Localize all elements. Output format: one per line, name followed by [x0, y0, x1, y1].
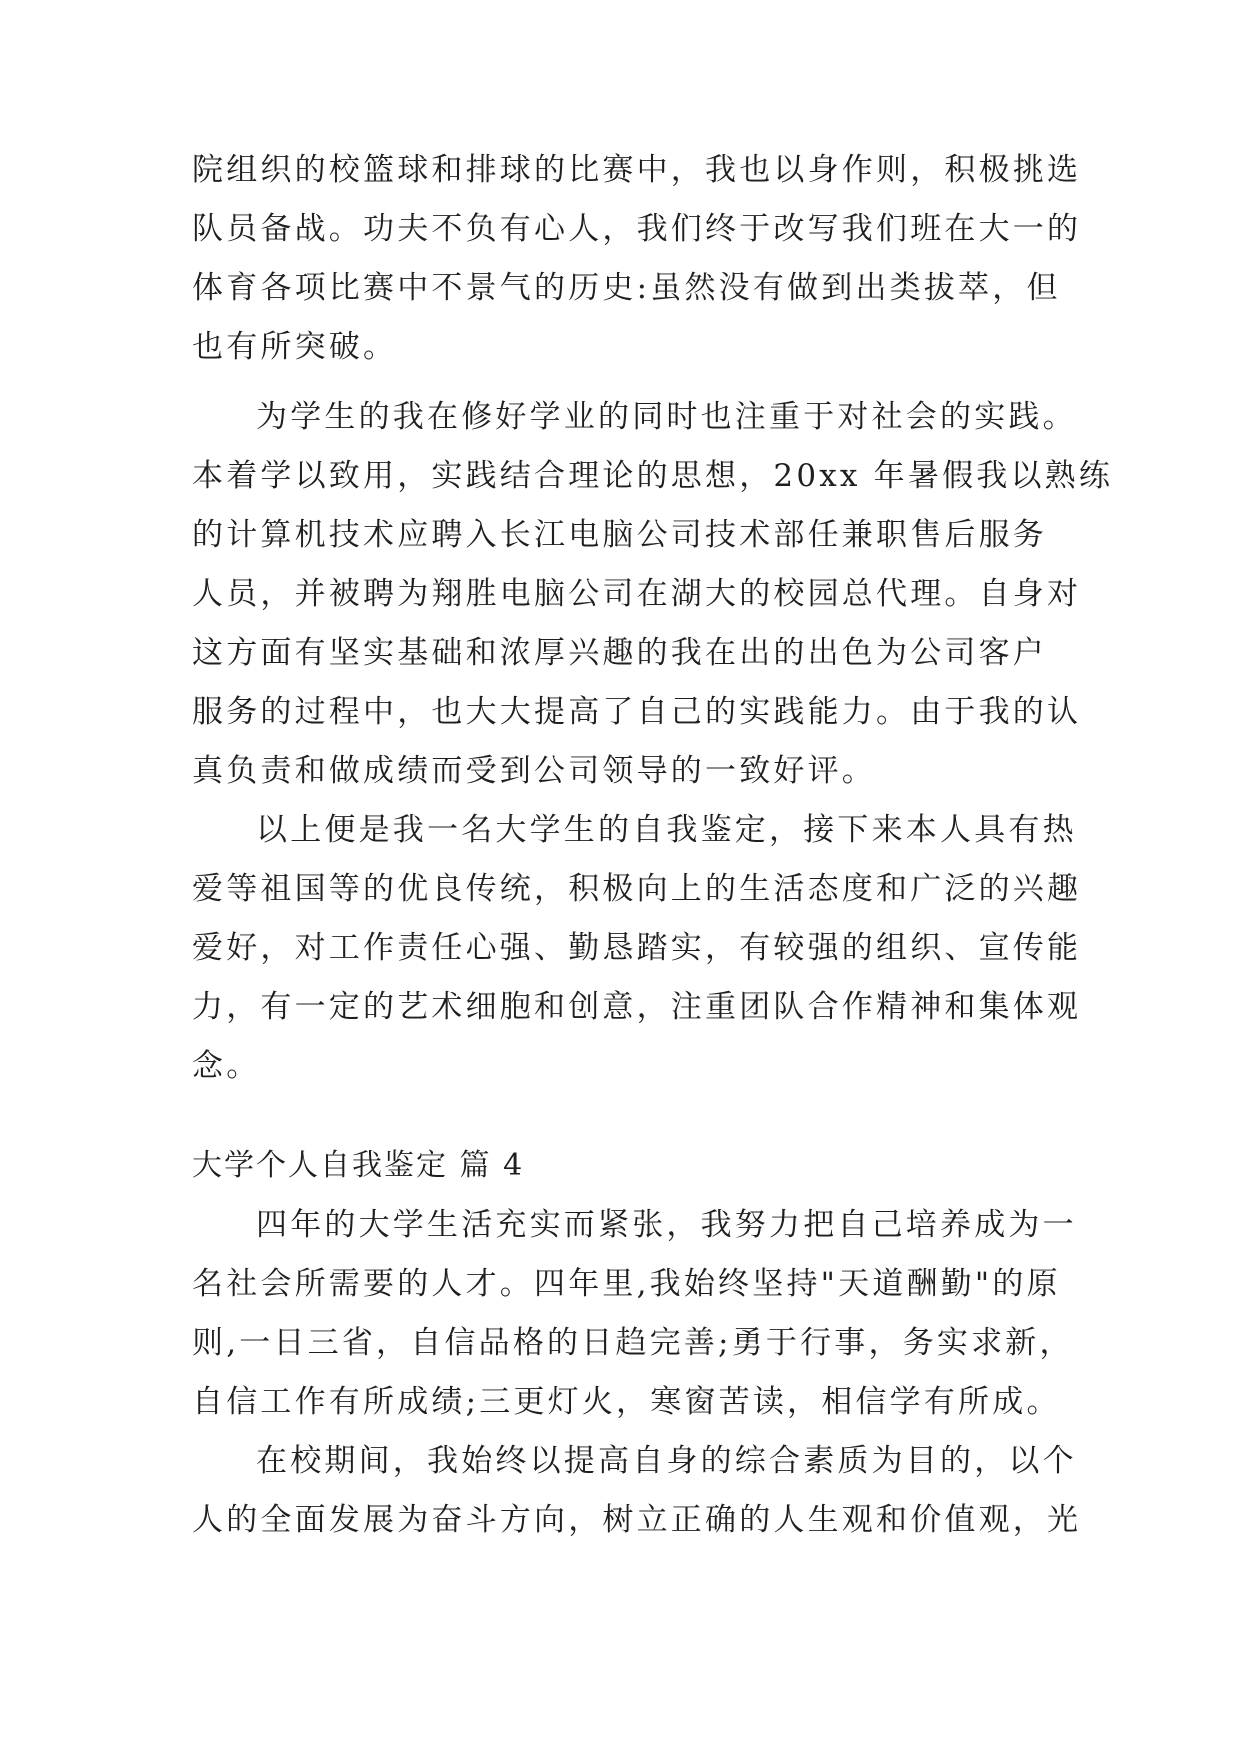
paragraph-first-line: 四年的大学生活充实而紧张，我努力把自己培养成为一 — [256, 1207, 1077, 1243]
paragraph-first-line: 在校期间，我始终以提高自身的综合素质为目的，以个 — [256, 1443, 1077, 1479]
paragraph-first-line: 以上便是我一名大学生的自我鉴定，接下来本人具有热 — [256, 812, 1077, 848]
text-line: 体育各项比赛中不景气的历史:虽然没有做到出类拔萃，但 — [192, 270, 1061, 306]
text-line: 名社会所需要的人才。四年里,我始终坚持"天道酬勤"的原 — [192, 1266, 1061, 1302]
text-line: 队员备战。功夫不负有心人，我们终于改写我们班在大一的 — [192, 211, 1082, 247]
text-line: 念。 — [192, 1048, 261, 1084]
text-line: 服务的过程中，也大大提高了自己的实践能力。由于我的认 — [192, 694, 1082, 730]
text-line: 也有所突破。 — [192, 329, 398, 365]
text-line: 力，有一定的艺术细胞和创意，注重团队合作精神和集体观 — [192, 989, 1082, 1025]
paragraph-first-line: 为学生的我在修好学业的同时也注重于对社会的实践。 — [256, 399, 1077, 435]
text-line: 院组织的校篮球和排球的比赛中，我也以身作则，积极挑选 — [192, 152, 1082, 188]
text-line: 爱好，对工作责任心强、勤恳踏实，有较强的组织、宣传能 — [192, 930, 1082, 966]
text-line: 则,一日三省，自信品格的日趋完善;勇于行事，务实求新， — [192, 1325, 1074, 1361]
text-line: 人员，并被聘为翔胜电脑公司在湖大的校园总代理。自身对 — [192, 576, 1082, 612]
text-line: 爱等祖国等的优良传统，积极向上的生活态度和广泛的兴趣 — [192, 871, 1082, 907]
text-line: 这方面有坚实基础和浓厚兴趣的我在出的出色为公司客户 — [192, 635, 1047, 671]
text-line: 本着学以致用，实践结合理论的思想，20xx 年暑假我以熟练 — [192, 458, 1114, 494]
text-line: 真负责和做成绩而受到公司领导的一致好评。 — [192, 753, 876, 789]
section-heading: 大学个人自我鉴定 篇 4 — [192, 1148, 525, 1183]
text-line: 自信工作有所成绩;三更灯火，寒窗苦读，相信学有所成。 — [192, 1384, 1061, 1420]
text-line: 的计算机技术应聘入长江电脑公司技术部任兼职售后服务 — [192, 517, 1047, 553]
text-line: 人的全面发展为奋斗方向，树立正确的人生观和价值观，光 — [192, 1502, 1082, 1538]
